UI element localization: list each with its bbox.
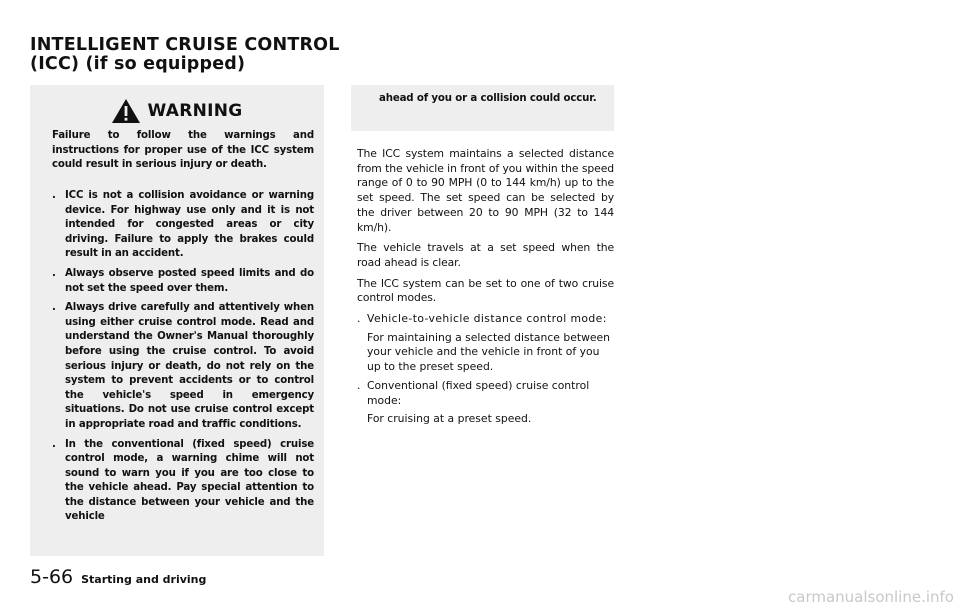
body-text <box>357 147 614 431</box>
bullet: . <box>52 438 56 450</box>
mode-description: For maintaining a selected distance between your vehicle and the vehicle in front of you up to the preset speed. <box>367 330 611 374</box>
mode-description: For cruising at a preset speed. <box>367 412 532 426</box>
mode-name: Vehicle-to-vehicle distance control mode: <box>367 312 607 326</box>
warning-box <box>30 85 324 556</box>
section-title-line-1: INTELLIGENT CRUISE CONTROL <box>30 35 340 55</box>
body-paragraph: The ICC system can be set to one of two cruise control modes. <box>357 276 614 305</box>
warning-item: . Always drive carefully and attentively when using either cruise control mode. Read and understand the Owner's Manual thoroughly before using the cruise control. To avoid serious injury or death, do not rely on the system to prevent accidents or to control the vehicle's speed in emergency situations. Do not use cruise control except in appropriate road and traffic conditions. <box>52 302 314 430</box>
bullet: . <box>52 302 56 314</box>
bullet: . <box>357 312 361 326</box>
warning-title: WARNING <box>147 101 243 121</box>
page-number: 5-66 <box>30 566 74 588</box>
section-title <box>30 36 450 74</box>
section-title-line-2: (ICC) (if so equipped) <box>30 54 246 74</box>
mode-list <box>357 312 614 427</box>
warning-item: . ICC is not a collision avoidance or warning device. For highway use only and it is not intended for congested areas or city driving. Failure to apply the brakes could result in an accident. <box>52 190 314 260</box>
footer-section-name: Starting and driving <box>81 573 207 586</box>
warning-continuation-text: ahead of you or a collision could occur. <box>379 93 597 104</box>
bullet: . <box>52 190 56 201</box>
mode-item <box>357 379 614 427</box>
watermark: carmanualsonline.info <box>788 588 954 606</box>
bullet: . <box>52 267 56 279</box>
warning-item: . In the conventional (fixed speed) cruise control mode, a warning chime will not sound to warn you if you are too close to the vehicle ahead. Pay special attention to the distance between your vehicle and the vehicle <box>52 438 314 523</box>
mode-item <box>357 312 614 375</box>
body-paragraph: The ICC system maintains a selected distance from the vehicle in front of you within the speed range of 0 to 90 MPH (0 to 144 km/h) up to the set speed. The set speed can be selected by the driver between 20 to 90 MPH (32 to 144 km/h). <box>357 147 614 234</box>
warning-intro: Failure to follow the warnings and instructions for proper use of the ICC system could result in serious injury or death. <box>52 130 314 171</box>
warning-item: . Always observe posted speed limits and do not set the speed over them. <box>52 267 314 294</box>
warning-box-continuation <box>351 85 614 131</box>
page-footer <box>30 566 206 588</box>
bullet: . <box>357 378 361 392</box>
body-paragraph: The vehicle travels at a set speed when the road ahead is clear. <box>357 241 614 269</box>
warning-header <box>30 85 324 133</box>
warning-list <box>52 189 314 530</box>
mode-name: Conventional (fixed speed) cruise control mode: <box>367 378 590 407</box>
warning-triangle-icon <box>111 98 141 124</box>
